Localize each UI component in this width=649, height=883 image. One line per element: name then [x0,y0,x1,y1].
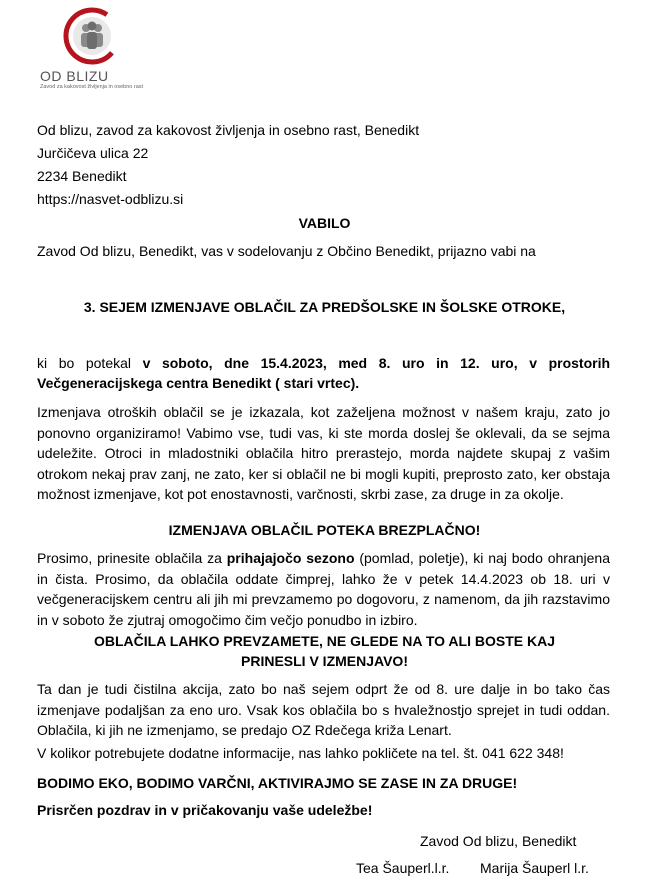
event-when [37,353,610,393]
logo-mark-icon [62,6,122,66]
signature-person-1: Tea Šauperl.l.r. [356,860,450,876]
address-website[interactable]: https://nasvet-odblizu.si [37,191,184,207]
para2-bold: prihajajočo sezono [226,550,355,566]
contact-text: V kolikor potrebujete dodatne informacije, nas lahko pokličete na tel. št. 041 622 348! [37,745,564,761]
take-heading-line-2: PRINESLI V IZMENJAVO! [241,653,408,669]
free-heading: IZMENJAVA OBLAČIL POTEKA BREZPLAČNO! [168,522,481,538]
document-title: VABILO [298,215,351,231]
slogan: BODIMO EKO, BODIMO VARČNI, AKTIVIRAJMO SE ZASE IN ZA DRUGE! [37,775,518,791]
paragraph-instructions [37,548,610,630]
logo-tagline: Zavod za kakovost življenja in osebno rast [40,84,144,90]
address-line-1: Od blizu, zavod za kakovost življenja in osebno rast, Benedikt [37,122,420,138]
intro-text: Zavod Od blizu, Benedikt, vas v sodelovanju z Občino Benedikt, prijazno vabi na [37,243,536,259]
take-heading-line-1: OBLAČILA LAHKO PREVZAMETE, NE GLEDE NA TO ALI BOSTE KAJ [94,633,555,649]
logo [40,6,160,88]
event-when-prefix: ki bo potekal [37,355,143,371]
paragraph-intro: Izmenjava otroških oblačil se je izkazala, kot zaželjena možnost v našem kraju, zato jo ponovno organiziramo! Vabimo vse, tudi vas, ki ste morda doslej še oklevali, da se sejma udeležite. Otroci in mladostniki oblačila hitro prerastejo, morda najdete skupaj z vašim otrokom nekaj prav zanj, ne zato, ker si oblačil ne bi mogli kupiti, preprosto zato, ker obstaja možnost izmenjave, kot pot enostavnosti, varčnosti, skrbi zase, za druge in za okolje. [37,404,610,502]
event-title: 3. SEJEM IZMENJAVE OBLAČIL ZA PREDŠOLSKE IN ŠOLSKE OTROKE, [83,299,566,315]
address-line-2: Jurčičeva ulica 22 [37,145,149,161]
signature-person-2: Marija Šauperl l.r. [480,860,589,876]
signature-org: Zavod Od blizu, Benedikt [420,833,577,849]
para2-prefix: Prosimo, prinesite oblačila za [37,550,227,566]
paragraph-cleanup: Ta dan je tudi čistilna akcija, zato bo naš sejem odprt že od 8. ure dalje in bo tako čas izmenjave podaljšan za eno uro. Vsak kos oblačila bo s hvaležnostjo sprejet in tudi oddan. Oblačila, ki jih ne izmenjamo, se predajo OZ Rdečega križa Lenart. [37,681,610,738]
para2-rest: (pomlad, poletje), ki naj bodo ohranjena in čista. Prosimo, da oblačila oddate čimprej, lahko že v petek 14.4.2023 ob 18. uri v večgeneracijskem centru ali jih mi prevzamemo po dogovoru, z namenom, da jih razstavimo in v soboto že zjutraj omogočimo čim večjo ponudbo in izbiro. [37,550,610,628]
address-line-3: 2234 Benedikt [37,168,127,184]
logo-name: OD BLIZU [40,68,109,84]
greeting: Prisrčen pozdrav in v pričakovanju vaše udeležbe! [37,802,373,818]
event-when-details: v soboto, dne 15.4.2023, med 8. uro in 12. uro, v prostorih Večgeneracijskega centra Benedikt ( stari vrtec). [37,355,611,391]
